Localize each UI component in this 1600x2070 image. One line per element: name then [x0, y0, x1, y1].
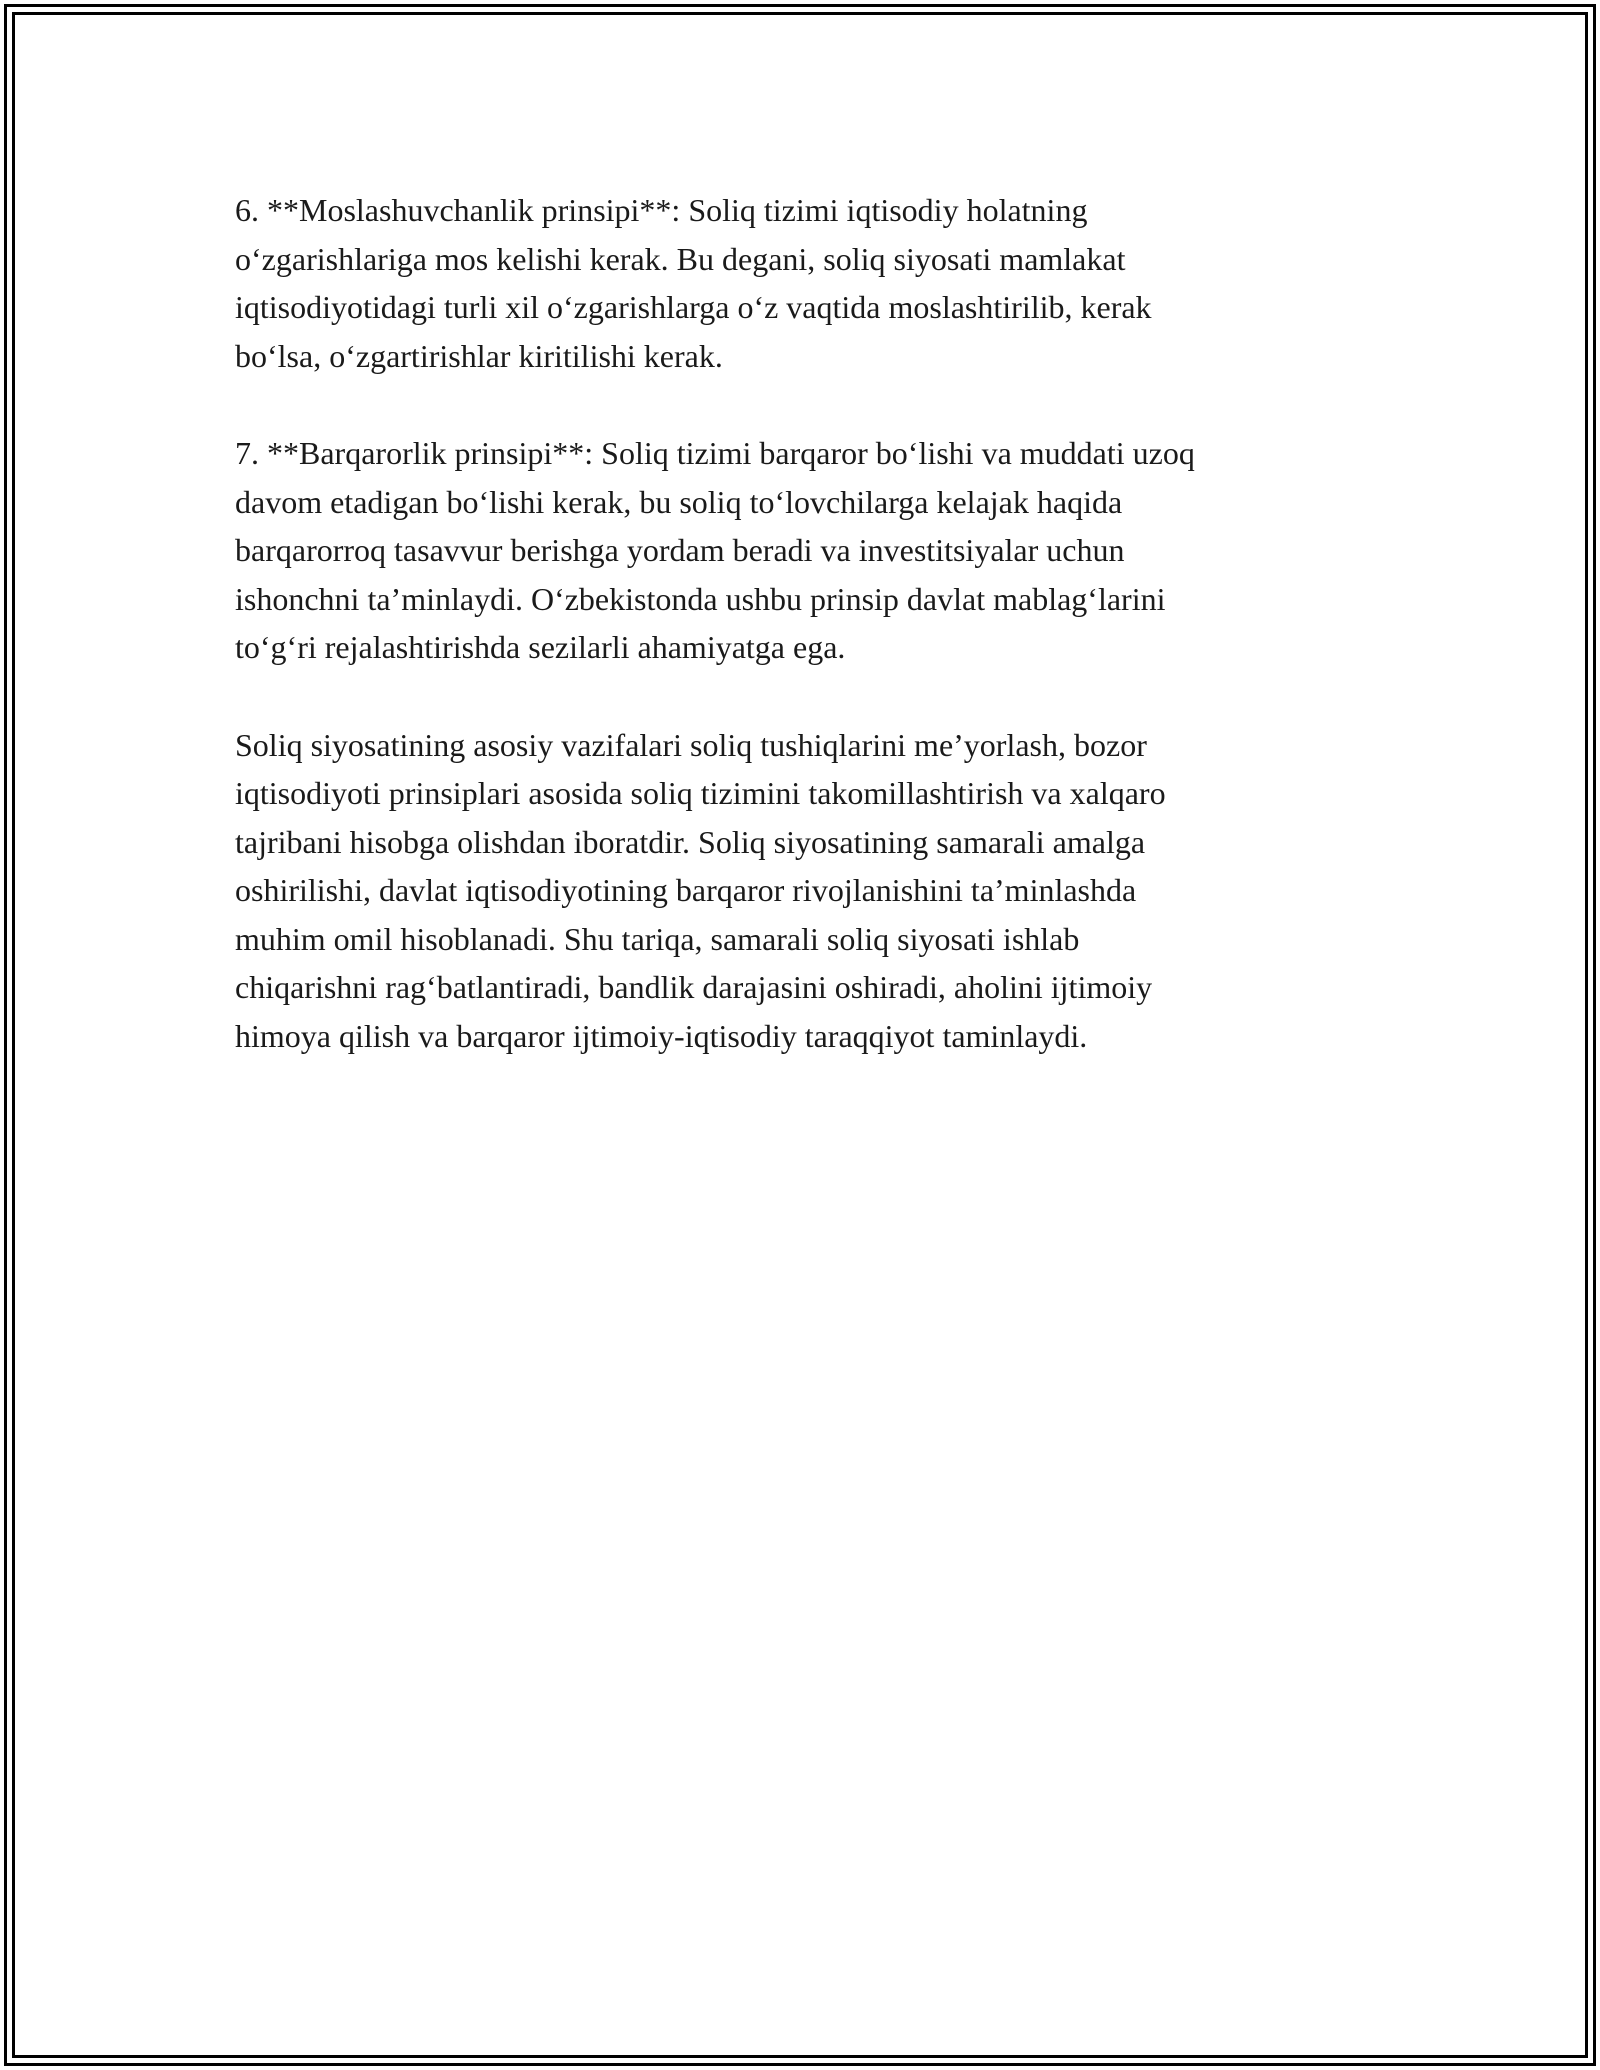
text-line: o‘zgarishlariga mos kelishi kerak. Bu degani, soliq siyosati mamlakat	[235, 240, 1126, 277]
text-line: himoya qilish va barqaror ijtimoiy-iqtisodiy taraqqiyot taminlaydi.	[235, 1017, 1088, 1054]
paragraph-stability-principle	[235, 429, 1365, 672]
text-line: tajribani hisobga olishdan iboratdir. Soliq siyosatining samarali amalga	[235, 823, 1146, 860]
document-body	[235, 186, 1365, 1109]
paragraph-flexibility-principle	[235, 186, 1365, 380]
text-line: davom etadigan bo‘lishi kerak, bu soliq to‘lovchilarga kelajak haqida	[235, 483, 1123, 520]
text-line: 7. **Barqarorlik prinsipi**: Soliq tizimi barqaror bo‘lishi va muddati uzoq	[235, 435, 1195, 471]
text-line: bo‘lsa, o‘zgartirishlar kiritilishi kerak.	[235, 337, 723, 374]
text-line: ishonchni ta’minlaydi. O‘zbekistonda ushbu prinsip davlat mablag‘larini	[235, 580, 1166, 617]
text-line: 6. **Moslashuvchanlik prinsipi**: Soliq tizimi iqtisodiy holatning	[235, 192, 1088, 228]
text-line: muhim omil hisoblanadi. Shu tariqa, samarali soliq siyosati ishlab	[235, 920, 1080, 957]
text-line: iqtisodiyotidagi turli xil o‘zgarishlarga o‘z vaqtida moslashtirilib, kerak	[235, 289, 1152, 325]
text-line: chiqarishni rag‘batlantiradi, bandlik darajasini oshiradi, aholini ijtimoiy	[235, 969, 1153, 1005]
text-line: barqarorroq tasavvur berishga yordam beradi va investitsiyalar uchun	[235, 532, 1125, 568]
paragraph-tax-policy-summary	[235, 721, 1365, 1061]
text-line: iqtisodiyoti prinsiplari asosida soliq tizimini takomillashtirish va xalqaro	[235, 775, 1166, 811]
text-line: Soliq siyosatining asosiy vazifalari soliq tushiqlarini me’yorlash, bozor	[235, 726, 1147, 763]
text-line: to‘g‘ri rejalashtirishda sezilarli ahamiyatga ega.	[235, 629, 846, 665]
text-line: oshirilishi, davlat iqtisodiyotining barqaror rivojlanishini ta’minlashda	[235, 872, 1137, 908]
